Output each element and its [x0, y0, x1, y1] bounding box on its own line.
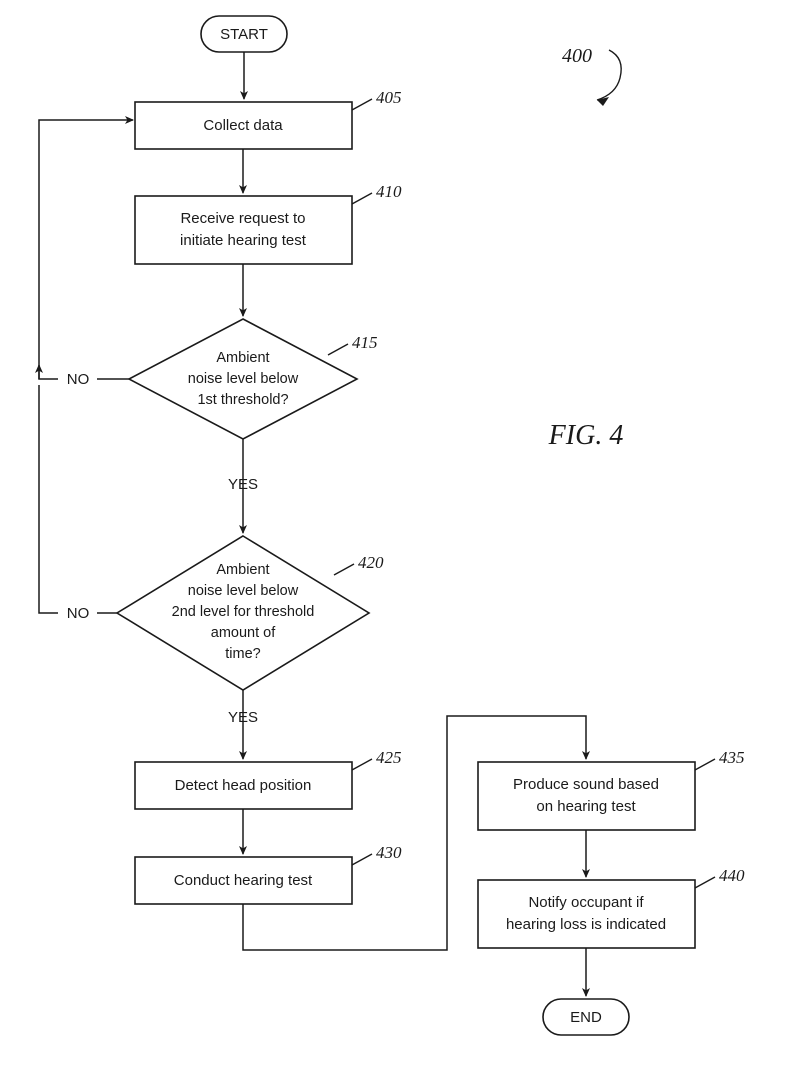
- node-produce-sound-line1: Produce sound based: [513, 775, 659, 793]
- ref-420: 420: [358, 553, 384, 572]
- node-decision-1-line3: 1st threshold?: [197, 391, 289, 408]
- node-end: [543, 999, 629, 1035]
- node-detect-head-position-label: Detect head position: [174, 776, 312, 794]
- ref-410: 410: [376, 182, 402, 201]
- edge-label-no-1: NO: [66, 371, 90, 388]
- node-receive-request-line2: initiate hearing test: [180, 231, 306, 249]
- ref-435: 435: [719, 748, 745, 767]
- node-conduct-hearing-test-label: Conduct hearing test: [173, 871, 313, 889]
- node-conduct-hearing-test: [135, 857, 352, 904]
- node-receive-request: [135, 196, 352, 264]
- node-notify-occupant-line1: Notify occupant if: [528, 893, 644, 911]
- leader-440: [695, 877, 715, 888]
- leader-400: [597, 50, 621, 100]
- node-end-label: END: [570, 1008, 602, 1026]
- ref-405: 405: [376, 88, 402, 107]
- node-decision-2-line4: amount of: [210, 624, 276, 641]
- node-decision-2: [117, 536, 369, 690]
- figure-number-label: 400: [562, 45, 592, 67]
- node-notify-occupant: [478, 880, 695, 948]
- leader-430: [352, 854, 372, 865]
- node-decision-1: [129, 319, 357, 439]
- edge-decision1-no-loopback: [39, 120, 133, 379]
- node-detect-head-position: [135, 762, 352, 809]
- node-receive-request-line1: Receive request to: [180, 209, 306, 227]
- edge-label-yes-1: YES: [227, 476, 259, 493]
- node-decision-2-line5: time?: [225, 645, 261, 662]
- leader-410: [352, 193, 372, 204]
- node-decision-2-line1: Ambient: [216, 561, 270, 578]
- ref-440: 440: [719, 866, 745, 885]
- leader-425: [352, 759, 372, 770]
- node-notify-occupant-line2: hearing loss is indicated: [505, 915, 667, 933]
- figure-caption: FIG. 4: [548, 420, 624, 451]
- leader-415: [328, 344, 348, 355]
- leader-420: [334, 564, 354, 575]
- node-decision-2-line2: noise level below: [187, 582, 299, 599]
- node-produce-sound-line2: on hearing test: [536, 797, 636, 815]
- node-start-label: START: [220, 25, 268, 43]
- node-decision-2-line3: 2nd level for threshold: [171, 603, 315, 620]
- ref-430: 430: [376, 843, 402, 862]
- node-collect-data-label: Collect data: [203, 116, 283, 134]
- ref-415: 415: [352, 333, 378, 352]
- node-produce-sound: [478, 762, 695, 830]
- leader-405: [352, 99, 372, 110]
- node-decision-1-line1: Ambient: [216, 349, 270, 366]
- node-collect-data: [135, 102, 352, 149]
- leader-435: [695, 759, 715, 770]
- edge-decision2-no-loopback: [39, 385, 58, 613]
- edge-label-yes-2: YES: [227, 709, 259, 726]
- ref-425: 425: [376, 748, 402, 767]
- node-decision-1-line2: noise level below: [187, 370, 299, 387]
- edge-label-no-2: NO: [66, 605, 90, 622]
- node-start: [201, 16, 287, 52]
